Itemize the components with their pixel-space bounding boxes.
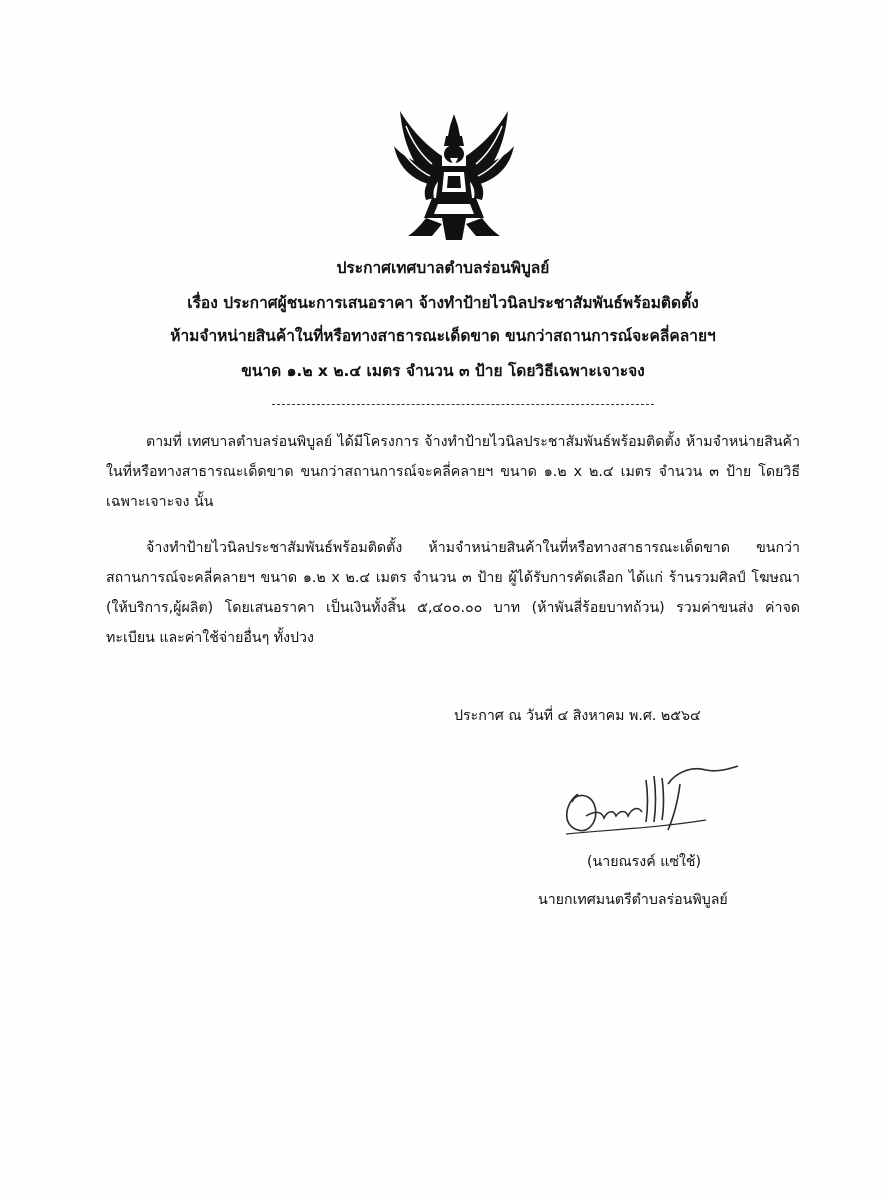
header-divider — [272, 404, 654, 405]
subject-title: เรื่อง ประกาศผู้ชนะการเสนอราคา จ้างทำป้ายไวนิลประชาสัมพันธ์พร้อมติดตั้ง — [187, 294, 699, 312]
subject-title-line2: ห้ามจำหน่ายสินค้าในที่หรือทางสาธารณะเด็ดขาด ขนกว่าสถานการณ์จะคลี่คลายฯ — [170, 327, 716, 345]
body-paragraph-2 — [106, 533, 800, 653]
signer-title: นายกเทศมนตรีตำบลร่อนพิบูลย์ — [538, 892, 728, 908]
announce-date: ประกาศ ณ วันที่ ๔ สิงหาคม พ.ศ. ๒๕๖๔ — [454, 708, 701, 724]
subject-title-line3: ขนาด ๑.๒ x ๒.๔ เมตร จำนวน ๓ ป้าย โดยวิธีเฉพาะเจาะจง — [241, 362, 645, 380]
garuda-emblem-icon — [392, 106, 516, 244]
body-paragraph-1 — [106, 427, 800, 517]
signer-name: (นายณรงค์ แซ่ใช้) — [587, 854, 702, 870]
body-paragraph-1-text: ตามที่ เทศบาลตำบลร่อนพิบูลย์ ได้มีโครงการ จ้างทำป้ายไวนิลประชาสัมพันธ์พร้อมติดตั้ง ห้ามจำหน่ายสินค้าในที่หรือทางสาธารณะเด็ดขาด ขนกว่าสถานการณ์จะคลี่คลายฯ ขนาด ๑.๒ x ๒.๔ เมตร จำนวน ๓ ป้าย โดยวิธีเฉพาะเจาะจง นั้น — [106, 434, 800, 510]
body-paragraph-2-text: จ้างทำป้ายไวนิลประชาสัมพันธ์พร้อมติดตั้ง ห้ามจำหน่ายสินค้าในที่หรือทางสาธารณะเด็ดขาด ขนกว่าสถานการณ์จะคลี่คลายฯ ขนาด ๑.๒ x ๒.๔ เมตร จำนวน ๓ ป้าย ผู้ได้รับการคัดเลือก ได้แก่ ร้านรวมศิลป์ โฆษณา (ให้บริการ,ผู้ผลิต) โดยเสนอราคา เป็นเงินทั้งสิ้น ๕,๔๐๐.๐๐ บาท (ห้าพันสี่ร้อยบาทถ้วน) รวมค่าขนส่ง ค่าจดทะเบียน และค่าใช้จ่ายอื่นๆ ทั้งปวง — [106, 540, 800, 646]
handwritten-signature-icon — [556, 754, 746, 844]
agency-title: ประกาศเทศบาลตำบลร่อนพิบูลย์ — [336, 259, 550, 277]
